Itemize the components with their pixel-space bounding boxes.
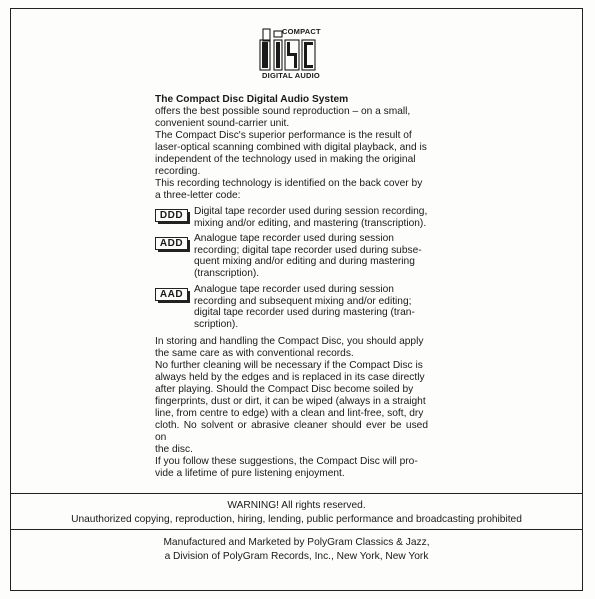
care-line: cloth. No solvent or abrasive cleaner should ever be used on [155, 420, 428, 443]
intro-line: recording. [155, 166, 201, 177]
warning-block [10, 499, 583, 527]
care-line: fingerprints, dust or dirt, it can be wiped (always in a straight [155, 396, 426, 407]
code-badge-add: ADD [155, 237, 188, 250]
intro-line: a three-letter code: [155, 190, 241, 201]
code-description-ddd [194, 206, 428, 229]
care-line: No further cleaning will be necessary if the Compact Disc is [155, 360, 423, 371]
manufacturer-block [10, 536, 583, 564]
code-line: Digital tape recorder used during session recording, [194, 206, 428, 217]
code-line: Analogue tape recorder used during session [194, 284, 394, 295]
care-line: after playing. Should the Compact Disc become soiled by [155, 384, 414, 395]
intro-line: This recording technology is identified on the back cover by [155, 178, 423, 189]
warning-text: Unauthorized copying, reproduction, hiring, lending, public performance and broadcasting prohibited [71, 514, 522, 525]
code-line: quent mixing and/or editing and during mastering [194, 256, 415, 268]
warning-title: WARNING! All rights reserved. [227, 500, 366, 511]
intro-section [155, 94, 428, 202]
code-line: (transcription). [194, 267, 260, 279]
warning-divider-bottom [10, 529, 583, 530]
care-line: the same care as with conventional records. [155, 348, 354, 359]
intro-line: The Compact Disc's superior performance is the result of [155, 130, 412, 141]
intro-heading: The Compact Disc Digital Audio System [155, 94, 349, 105]
intro-line: independent of the technology used in making the original [155, 154, 416, 165]
intro-line: convenient sound-carrier unit. [155, 118, 290, 129]
code-line: recording; digital tape recorder used during subse- [194, 244, 422, 256]
care-section [155, 336, 428, 480]
code-line: Analogue tape recorder used during session [194, 233, 394, 244]
care-line: line, from centre to edge) with a clean and lint-free, soft, dry [155, 408, 424, 419]
care-line: In storing and handling the Compact Disc, you should apply [155, 336, 424, 347]
care-line: the disc. [155, 444, 193, 455]
logo-compact-text: COMPACT [282, 27, 321, 36]
warning-divider-top [10, 493, 583, 494]
code-line: recording and subsequent mixing and/or editing; [194, 295, 412, 307]
code-line: digital tape recorder used during mastering (tran- [194, 307, 415, 319]
intro-line: offers the best possible sound reproduction – on a small, [155, 106, 411, 117]
manufacturer-line: a Division of PolyGram Records, Inc., New York, New York [164, 551, 429, 562]
code-badge-aad: AAD [155, 288, 188, 301]
intro-line: laser-optical scanning combined with digital playback, and is [155, 142, 427, 153]
code-line: scription). [194, 318, 239, 330]
logo-digital-audio-text: DIGITAL AUDIO [262, 71, 320, 80]
care-line: If you follow these suggestions, the Compact Disc will pro- [155, 456, 418, 467]
code-description-aad [194, 284, 428, 330]
compact-disc-logo [252, 24, 332, 82]
care-line: vide a lifetime of pure listening enjoyment. [155, 468, 345, 479]
manufacturer-line: Manufactured and Marketed by PolyGram Classics & Jazz, [163, 537, 430, 548]
code-description-add [194, 233, 428, 279]
care-line: always held by the edges and is replaced in its case directly [155, 372, 425, 383]
code-line: mixing and/or editing, and mastering (transcription). [194, 217, 427, 229]
code-badge-ddd: DDD [155, 209, 188, 222]
